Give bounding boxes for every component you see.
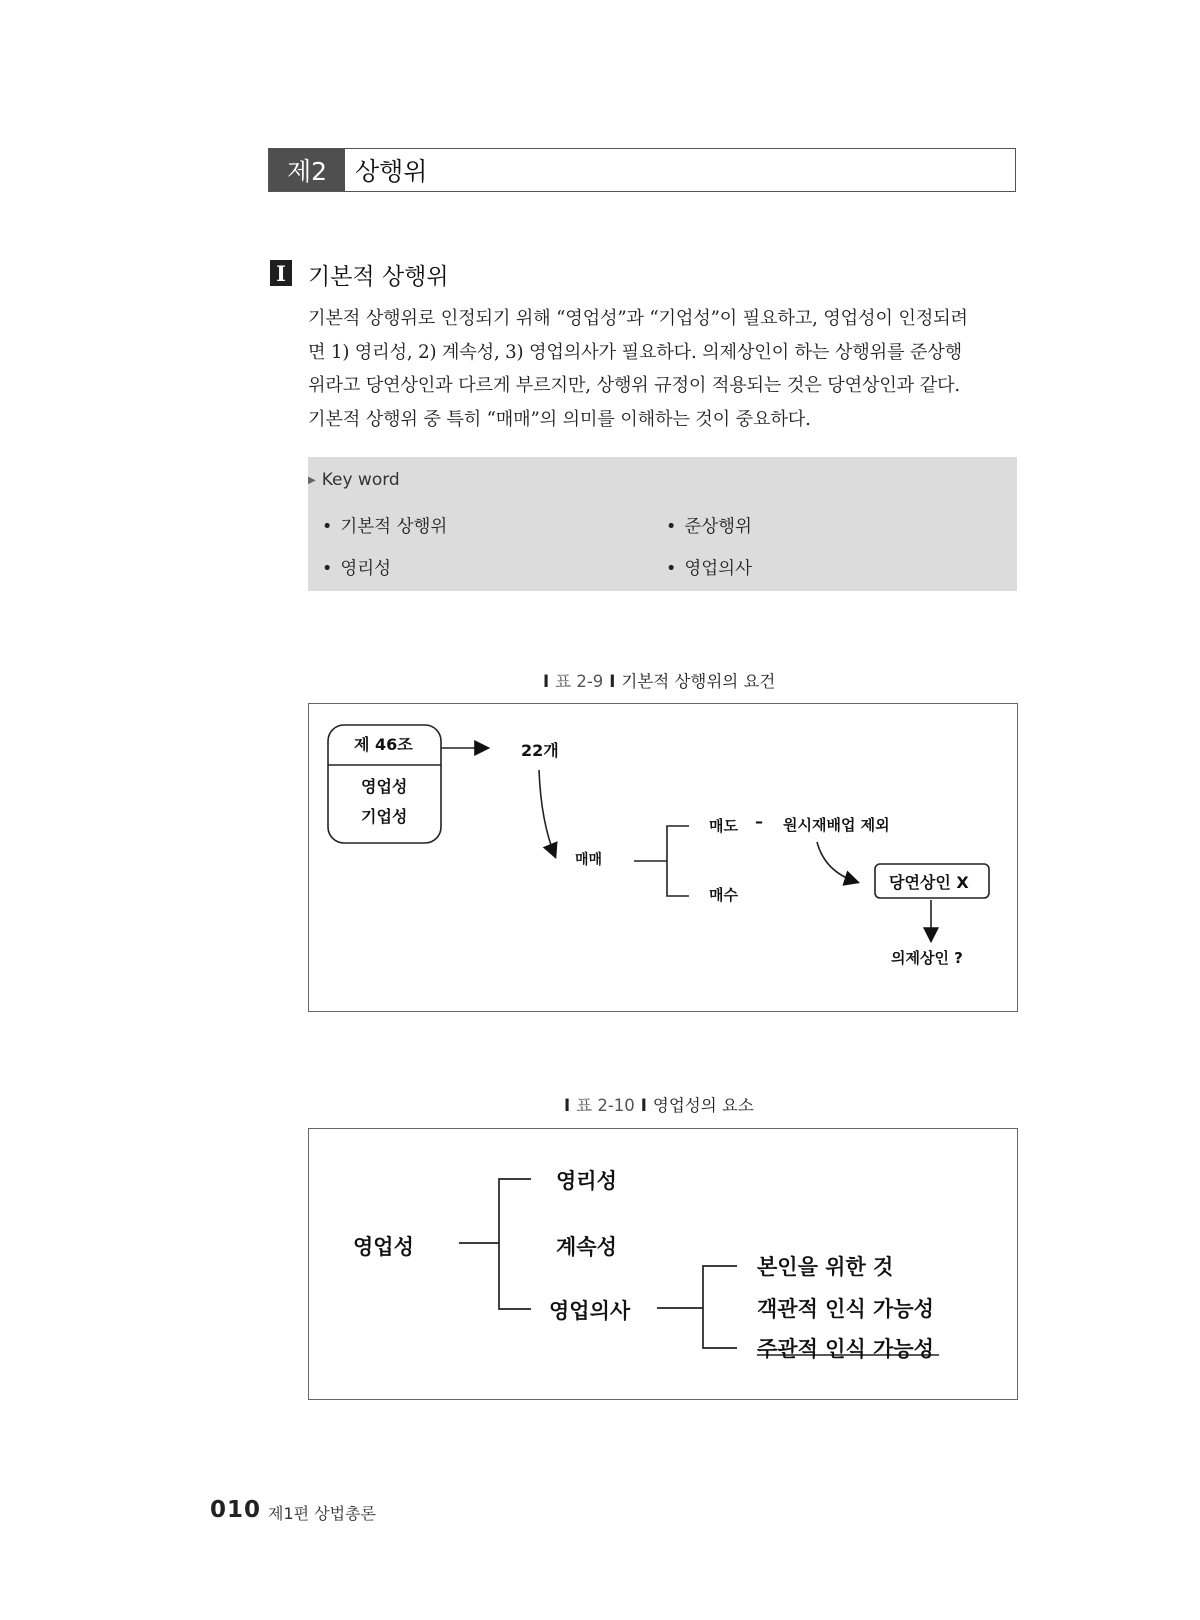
bullet-icon: • bbox=[666, 517, 677, 537]
figure1-caption: I 표 2-9 I 기본적 상행위의 요건 bbox=[543, 672, 776, 691]
chapter-header bbox=[268, 148, 1016, 192]
sub-branch-label: 주관적 인식 가능성 bbox=[757, 1337, 934, 1361]
buy-label: 매수 bbox=[709, 886, 738, 904]
figure2-caption: I 표 2-10 I 영업성의 요소 bbox=[564, 1096, 754, 1115]
exclusion-label: 원시재배업 제외 bbox=[783, 816, 890, 834]
page-number: 010 bbox=[210, 1497, 262, 1523]
figure2-frame bbox=[308, 1128, 1018, 1400]
sell-label: 매도 bbox=[709, 817, 738, 835]
merchant-label: 당연상인 X bbox=[889, 873, 969, 892]
sub-branch-label: 객관적 인식 가능성 bbox=[757, 1297, 934, 1321]
keyword-item: • 영업의사 bbox=[666, 559, 752, 579]
count-label: 22개 bbox=[521, 741, 559, 760]
paragraph-line: 면 1) 영리성, 2) 계속성, 3) 영업의사가 필요하다. 의제상인이 하는 상행위를 준상행 bbox=[308, 341, 963, 363]
bullet-icon: • bbox=[322, 517, 333, 537]
paragraph-line: 위라고 당연상인과 다르게 부르지만, 상행위 규정이 적용되는 것은 당연상인과 같다. bbox=[308, 375, 960, 396]
chapter-number: 제2 bbox=[269, 149, 345, 191]
chapter-title: 상행위 bbox=[355, 157, 428, 186]
bullet-icon: • bbox=[666, 559, 677, 579]
body-paragraph bbox=[308, 302, 1018, 436]
deemed-merchant-label: 의제상인 ? bbox=[891, 949, 963, 967]
section-badge: I bbox=[270, 260, 292, 286]
keyword-item: • 준상행위 bbox=[666, 517, 752, 537]
sub-branch-label: 본인을 위한 것 bbox=[757, 1255, 894, 1279]
curved-arrow-icon bbox=[539, 770, 555, 856]
sale-label: 매매 bbox=[575, 852, 603, 868]
branch-label: 영리성 bbox=[556, 1169, 617, 1193]
branch-label: 영업의사 bbox=[549, 1299, 631, 1323]
footer-title: 제1편 상법총론 bbox=[268, 1504, 377, 1523]
figure1-frame bbox=[308, 703, 1018, 1012]
paragraph-line: 기본적 상행위 중 특히 “매매”의 의미를 이해하는 것이 중요하다. bbox=[308, 408, 811, 430]
keyword-item: • 영리성 bbox=[322, 559, 392, 579]
curved-arrow-icon bbox=[817, 842, 857, 882]
root-label: 영업성 bbox=[353, 1235, 414, 1259]
box-line: 기업성 bbox=[361, 807, 408, 826]
dash-label: – bbox=[755, 812, 763, 831]
triangle-icon: ▶ bbox=[308, 474, 316, 486]
branch-label: 계속성 bbox=[556, 1235, 617, 1259]
paragraph-line: 기본적 상행위로 인정되기 위해 “영업성”과 “기업성”이 필요하고, 영업성이 인정되려 bbox=[308, 308, 968, 329]
box-line: 영업성 bbox=[361, 777, 408, 796]
bullet-icon: • bbox=[322, 559, 333, 579]
keyword-header bbox=[308, 470, 400, 490]
keyword-header-label: Key word bbox=[321, 470, 400, 490]
section-title: 기본적 상행위 bbox=[308, 264, 449, 290]
article-label: 제 46조 bbox=[354, 735, 413, 754]
keyword-item: • 기본적 상행위 bbox=[322, 517, 448, 537]
